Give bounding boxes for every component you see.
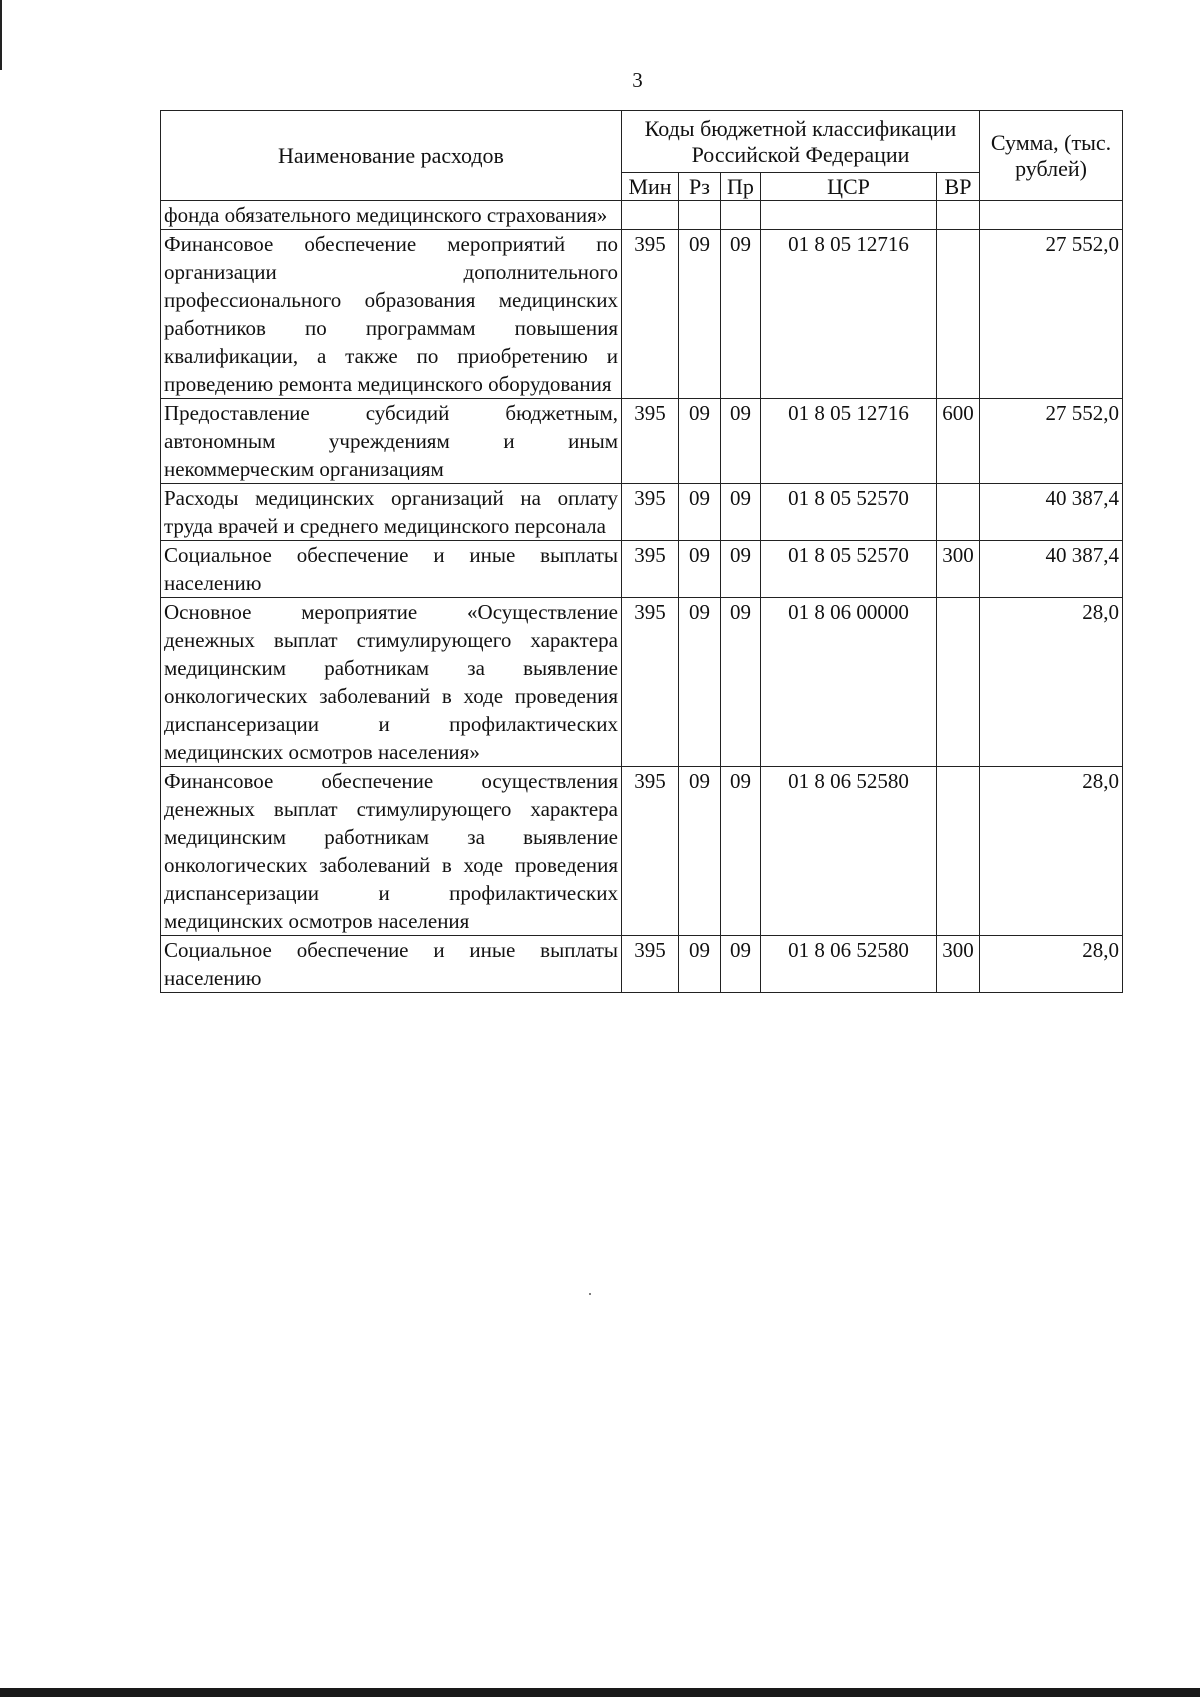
cell-csr: 01 8 06 52580 xyxy=(761,936,937,993)
table-row xyxy=(161,201,1123,230)
cell-sum: 40 387,4 xyxy=(980,484,1123,541)
page-number: 3 xyxy=(632,68,643,92)
scan-edge-bottom xyxy=(0,1688,1200,1697)
cell-rz: 09 xyxy=(679,230,721,399)
header-pr: Пр xyxy=(721,173,761,201)
cell-sum: 27 552,0 xyxy=(980,230,1123,399)
expense-name: Социальное обеспечение и иные выплаты населению xyxy=(161,936,622,993)
cell-sum: 27 552,0 xyxy=(980,399,1123,484)
cell-min: 395 xyxy=(622,399,679,484)
cell-sum xyxy=(980,201,1123,230)
table-row xyxy=(161,541,1123,598)
expense-name: фонда обязательного медицинского страхования» xyxy=(161,201,622,230)
table-row xyxy=(161,399,1123,484)
scan-speck xyxy=(589,1293,591,1295)
cell-pr: 09 xyxy=(721,484,761,541)
expense-name: Социальное обеспечение и иные выплаты населению xyxy=(161,541,622,598)
expense-name: Основное мероприятие «Осуществление денежных выплат стимулирующего характера медицинским работникам за выявление онкологических заболеваний в ходе проведения диспансеризации и профилактических медицинских осмотров населения» xyxy=(161,598,622,767)
cell-rz xyxy=(679,201,721,230)
table-row xyxy=(161,936,1123,993)
header-min: Мин xyxy=(622,173,679,201)
header-csr: ЦСР xyxy=(761,173,937,201)
cell-pr: 09 xyxy=(721,767,761,936)
table-row xyxy=(161,484,1123,541)
cell-sum: 28,0 xyxy=(980,598,1123,767)
expense-name: Финансовое обеспечение осуществления денежных выплат стимулирующего характера медицинским работникам за выявление онкологических заболеваний в ходе проведения диспансеризации и профилактических медицинских осмотров населения xyxy=(161,767,622,936)
cell-csr: 01 8 05 12716 xyxy=(761,230,937,399)
cell-pr: 09 xyxy=(721,598,761,767)
table-row xyxy=(161,767,1123,936)
cell-pr: 09 xyxy=(721,399,761,484)
cell-rz: 09 xyxy=(679,767,721,936)
cell-rz: 09 xyxy=(679,936,721,993)
cell-pr: 09 xyxy=(721,936,761,993)
cell-csr: 01 8 06 52580 xyxy=(761,767,937,936)
cell-csr: 01 8 05 52570 xyxy=(761,541,937,598)
cell-rz: 09 xyxy=(679,484,721,541)
cell-pr: 09 xyxy=(721,541,761,598)
cell-min: 395 xyxy=(622,484,679,541)
cell-min xyxy=(622,201,679,230)
expense-name: Предоставление субсидий бюджетным, автономным учреждениям и иным некоммерческим организациям xyxy=(161,399,622,484)
table-row xyxy=(161,230,1123,399)
cell-pr xyxy=(721,201,761,230)
cell-vr xyxy=(937,201,980,230)
table-row xyxy=(161,598,1123,767)
expense-name: Финансовое обеспечение мероприятий по организации дополнительного профессионального образования медицинских работников по программам повышения квалификации, а также по приобретению и проведению ремонта медицинского оборудования xyxy=(161,230,622,399)
scan-edge-left xyxy=(0,0,2,70)
cell-pr: 09 xyxy=(721,230,761,399)
cell-vr xyxy=(937,767,980,936)
cell-rz: 09 xyxy=(679,399,721,484)
cell-csr: 01 8 06 00000 xyxy=(761,598,937,767)
cell-min: 395 xyxy=(622,767,679,936)
cell-vr: 300 xyxy=(937,541,980,598)
cell-csr xyxy=(761,201,937,230)
cell-vr: 300 xyxy=(937,936,980,993)
cell-min: 395 xyxy=(622,936,679,993)
cell-csr: 01 8 05 52570 xyxy=(761,484,937,541)
header-rz: Рз xyxy=(679,173,721,201)
cell-vr xyxy=(937,230,980,399)
cell-vr xyxy=(937,598,980,767)
cell-min: 395 xyxy=(622,230,679,399)
header-name: Наименование расходов xyxy=(161,111,622,201)
cell-rz: 09 xyxy=(679,541,721,598)
cell-sum: 28,0 xyxy=(980,936,1123,993)
cell-rz: 09 xyxy=(679,598,721,767)
cell-vr: 600 xyxy=(937,399,980,484)
cell-sum: 28,0 xyxy=(980,767,1123,936)
budget-expenses-table xyxy=(160,110,1123,993)
expense-name: Расходы медицинских организаций на оплату труда врачей и среднего медицинского персонала xyxy=(161,484,622,541)
cell-sum: 40 387,4 xyxy=(980,541,1123,598)
header-sum: Сумма, (тыс. рублей) xyxy=(980,111,1123,201)
cell-vr xyxy=(937,484,980,541)
header-codes: Коды бюджетной классификации Российской Федерации xyxy=(622,111,980,173)
cell-min: 395 xyxy=(622,541,679,598)
cell-min: 395 xyxy=(622,598,679,767)
header-vr: ВР xyxy=(937,173,980,201)
cell-csr: 01 8 05 12716 xyxy=(761,399,937,484)
